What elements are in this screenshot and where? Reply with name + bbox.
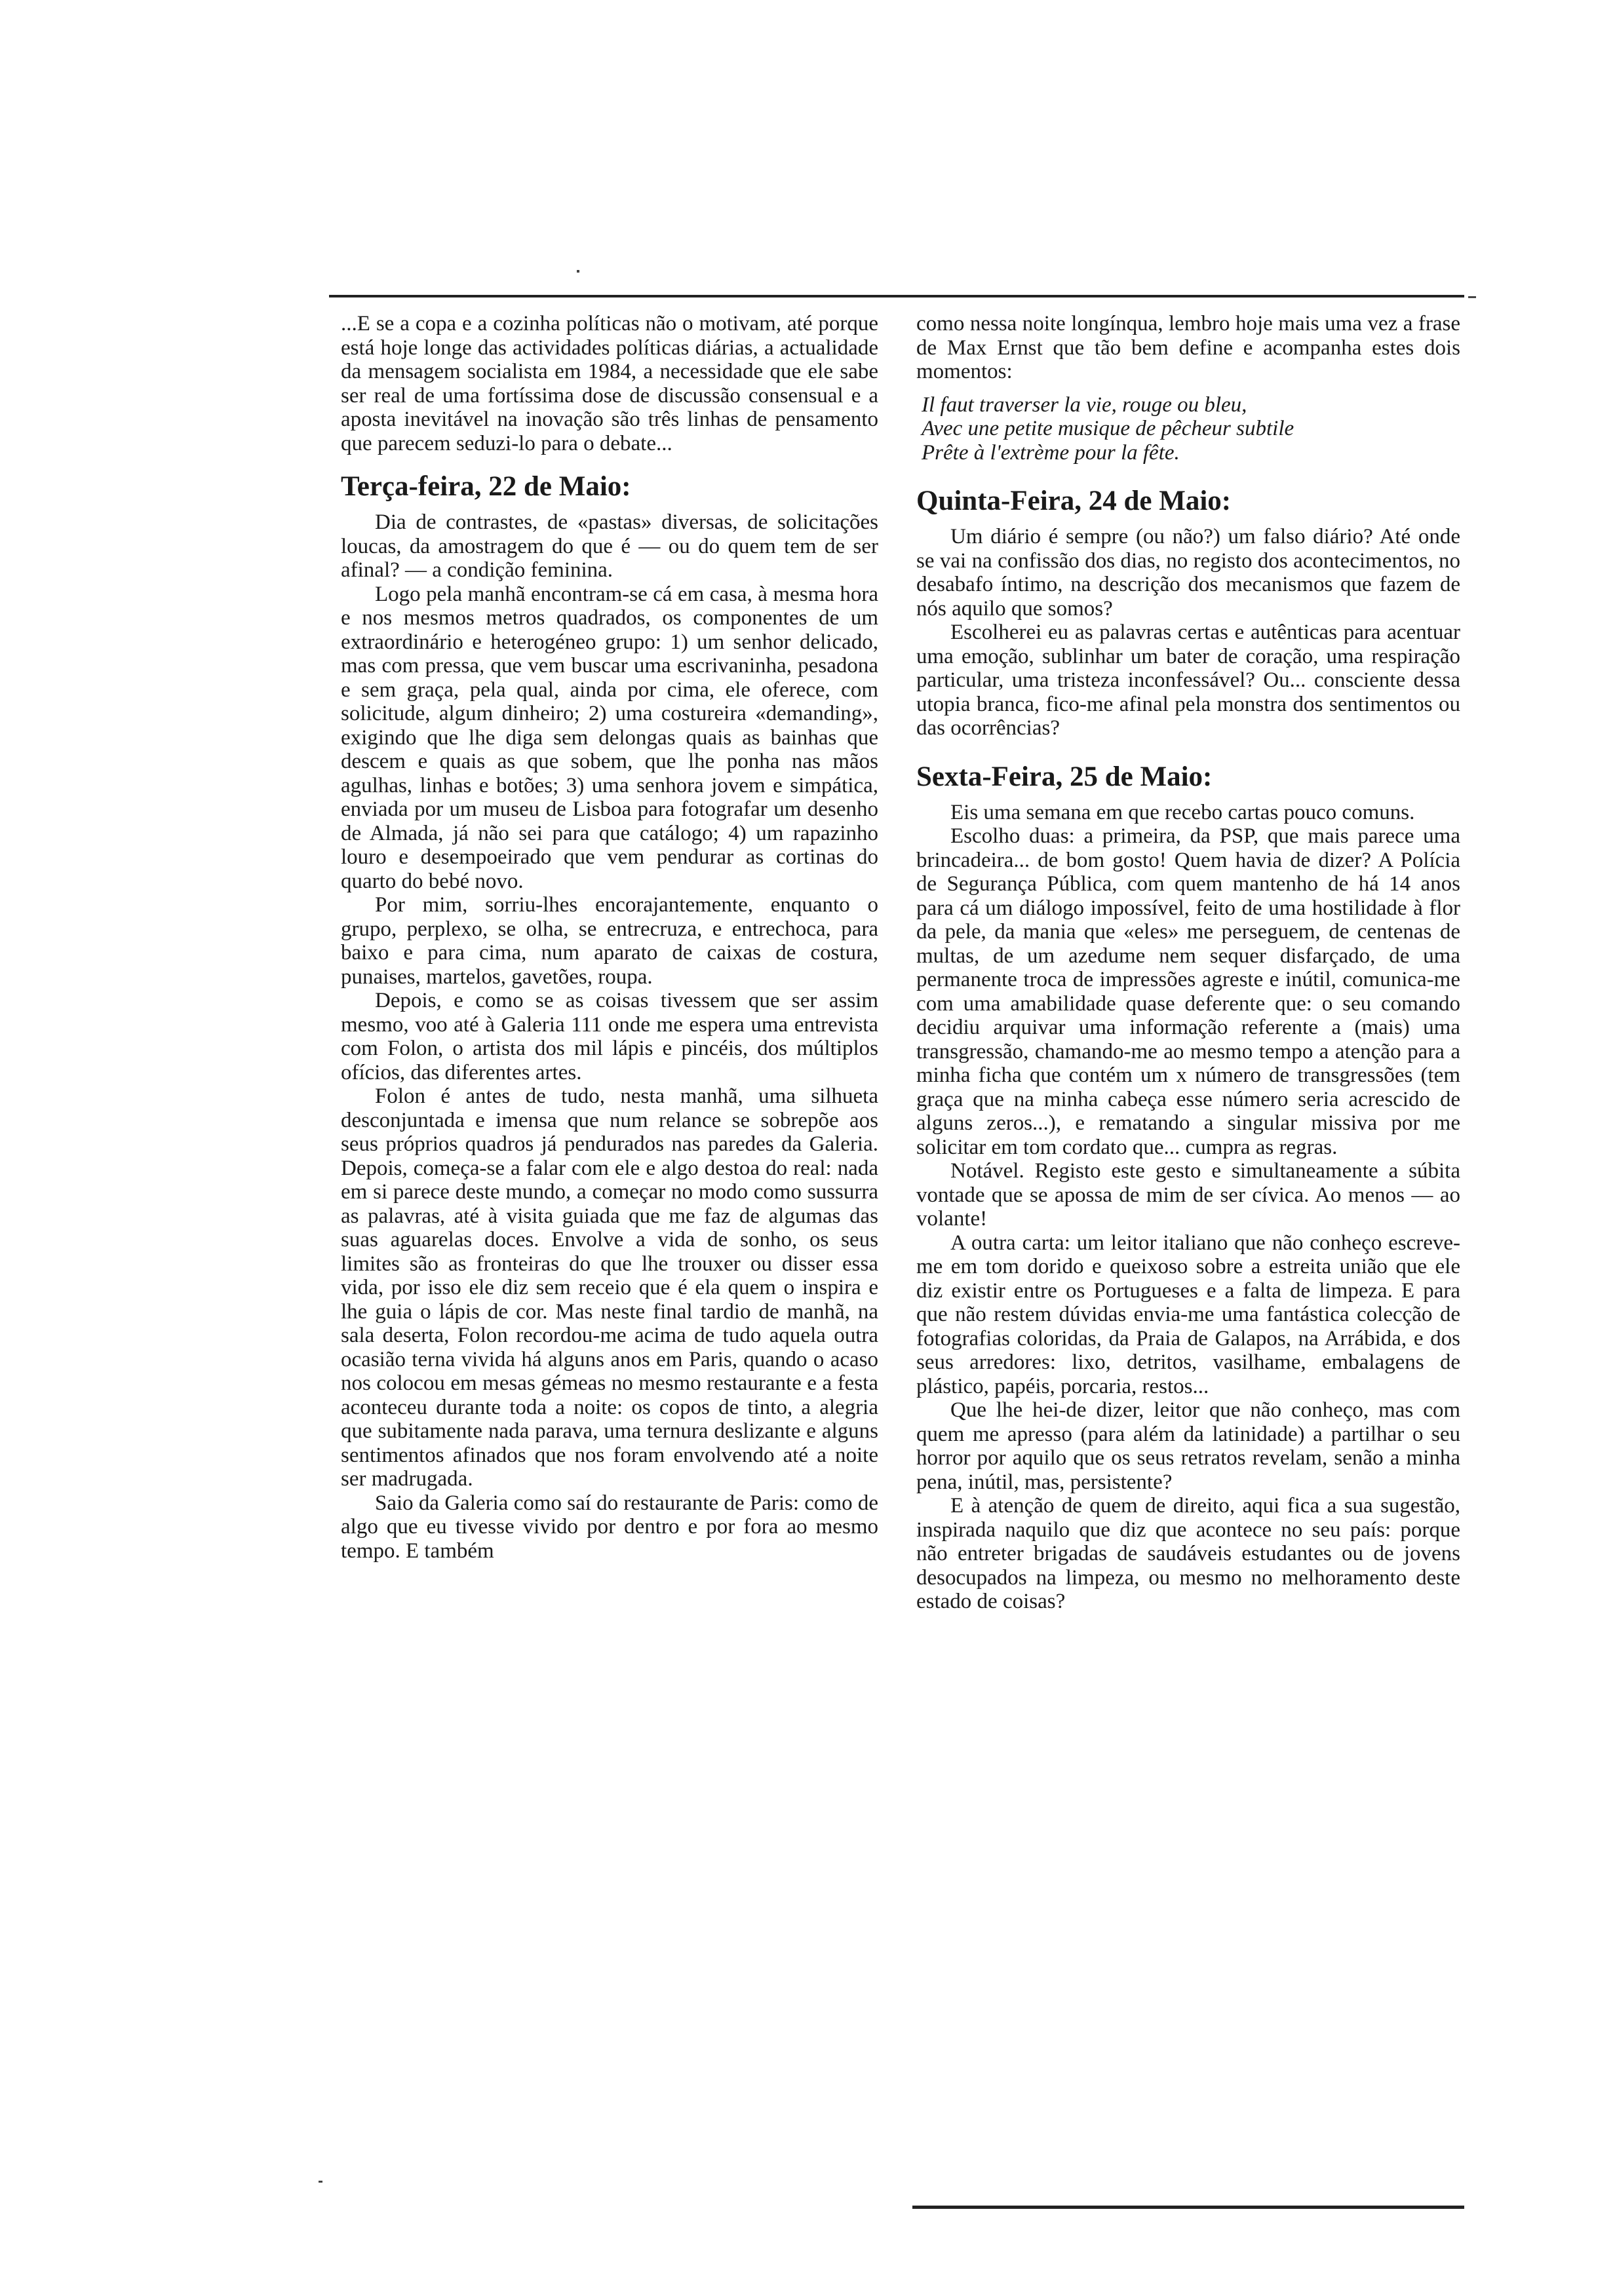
bottom-rule: [912, 2206, 1464, 2209]
quote-line-2: Avec une petite musique de pêcheur subtile: [922, 417, 1294, 440]
heading-friday: Sexta-Feira, 25 de Maio:: [916, 761, 1213, 792]
tuesday-paragraph-6: Saio da Galeria como saí do restaurante de Paris: como de algo que eu tivesse vivido por dentro e por fora ao mesmo tempo. E também: [341, 1491, 878, 1563]
scan-speck: [319, 2181, 322, 2183]
left-column: [341, 312, 878, 2199]
friday-paragraph-4: A outra carta: um leitor italiano que não conheço escreve-me em tom dorido e queixoso sobre a estreita união que ele diz existir entre os Portugueses e a falta de limpeza. E para que não restem dúvidas envia-me uma fantástica colecção de fotografias coloridas, da Praia de Galapos, na Arrábida, e dos seus arredores: lixo, detritos, vasilhame, embalagens de plástico, papéis, porcaria, restos...: [916, 1231, 1460, 1398]
friday-paragraph-3: Notável. Registo este gesto e simultaneamente a súbita vontade que se apossa de mim de ser cívica. Ao menos — ao volante!: [916, 1159, 1460, 1231]
scan-speck: [577, 270, 579, 273]
thursday-paragraph-2: Escolherei eu as palavras certas e autênticas para acentuar uma emoção, sublinhar um bater de coração, uma respiração particular, uma tristeza inconfessável? Ou... consciente dessa utopia branca, fico-me afinal pela monstra dos sentimentos ou das ocorrências?: [916, 621, 1460, 740]
friday-paragraph-5: Que lhe hei-de dizer, leitor que não conheço, mas com quem me apresso (para além da latinidade) a partilhar o seu horror por aquilo que os seus retratos revelam, senão a minha pena, inútil, mas, persistente?: [916, 1398, 1460, 1494]
tuesday-paragraph-5: Folon é antes de tudo, nesta manhã, uma silhueta desconjuntada e imensa que num relance se sobrepõe aos seus próprios quadros já pendurados nas paredes da Galeria. Depois, começa-se a falar com ele e algo destoa do real: nada em si parece deste mundo, a começar no modo como sussurra as palavras, até à visita guiada que me faz de algumas das suas aguarelas doces. Envolve a vida de sonho, os seus limites são as fronteiras do que lhe trouxer ou disser essa vida, por isso ele diz sem receio que é ela quem o inspira e lhe guia o lápis de cor. Mas neste final tardio de manhã, na sala deserta, Folon recordou-me acima de tudo aquela outra ocasião terna vivida há alguns anos em Paris, quando o acaso nos colocou em mesas gémeas no mesmo restaurante e a festa aconteceu durante toda a noite: os copos de tinto, a alegria que subitamente nada parava, uma ternura deslizante e alguns sentimentos afinados que nos foram envolvendo até a noite ser madrugada.: [341, 1084, 878, 1491]
tuesday-paragraph-2: Logo pela manhã encontram-se cá em casa, à mesma hora e nos mesmos metros quadrados, os componentes de um extraordinário e heterogéneo grupo: 1) um senhor delicado, mas com pressa, que vem buscar uma escrivaninha, pesadona e sem graça, pela qual, ainda por cima, ele oferece, com solicitude, algum dinheiro; 2) uma costureira «demanding», exigindo que lhe diga sem delongas quais as bainhas que descem e quais as que sobem, que lhe ponha nas mãos agulhas, linhas e botões; 3) uma senhora jovem e simpática, enviada por um museu de Lisboa para fotografar um desenho de Almada, já não sei para que catálogo; 4) um rapazinho louro e desempoeirado que vem pendurar as cortinas do quarto do bebé novo.: [341, 582, 878, 893]
right-column: [916, 312, 1460, 2199]
heading-thursday: Quinta-Feira, 24 de Maio:: [916, 486, 1232, 516]
max-ernst-quote: [922, 393, 1460, 465]
tuesday-paragraph-1: Dia de contrastes, de «pastas» diversas, de solicitações loucas, da amostragem do que é — ou do quem tem de ser afinal? — a condição feminina.: [341, 510, 878, 582]
heading-tuesday: Terça-feira, 22 de Maio:: [341, 471, 631, 502]
quote-line-3: Prête à l'extrème pour la fête.: [922, 440, 1180, 465]
top-rule: [329, 295, 1464, 297]
scan-speck: [1468, 296, 1476, 298]
quote-line-1: Il faut traverser la vie, rouge ou bleu,: [922, 392, 1247, 417]
friday-paragraph-2: Escolho duas: a primeira, da PSP, que mais parece uma brincadeira... de bom gosto! Quem havia de dizer? A Polícia de Segurança Pública, com quem mantenho de há 14 anos para cá um diálogo impossível, feito de uma hostilidade à flor da pele, da mania que «eles» me perseguem, de centenas de multas, de um azedume nem sequer disfarçado, de uma permanente troca de impressões agreste e inútil, comunica-me com uma amabilidade quase deferente que: o seu comando decidiu arquivar uma informação referente a (mais) uma transgressão, chamando-me ao mesmo tempo a atenção para a minha ficha que contém um x número de transgressões (tem graça que na minha cabeça esse número seria acrescido de alguns zeros...), e rematando a singular missiva por me solicitar em tom cordato que... cumpra as regras.: [916, 824, 1460, 1159]
thursday-paragraph-1: Um diário é sempre (ou não?) um falso diário? Até onde se vai na confissão dos dias, no registo dos acontecimentos, no desabafo íntimo, na descrição dos mecanismos que fazem de nós aquilo que somos?: [916, 525, 1460, 621]
tuesday-paragraph-4: Depois, e como se as coisas tivessem que ser assim mesmo, voo até à Galeria 111 onde me espera uma entrevista com Folon, o artista dos mil lápis e pincéis, dos múltiplos ofícios, das diferentes artes.: [341, 989, 878, 1084]
friday-paragraph-1: Eis uma semana em que recebo cartas pouco comuns.: [950, 800, 1415, 824]
friday-paragraph-6: E à atenção de quem de direito, aqui fica a sua sugestão, inspirada naquilo que diz que acontece no seu país: porque não entreter brigadas de saudáveis estudantes ou de jovens desocupados na limpeza, ou mesmo no melhoramento deste estado de coisas?: [916, 1494, 1460, 1613]
continuation-paragraph: como nessa noite longínqua, lembro hoje mais uma vez a frase de Max Ernst que tão bem define e acompanha estes dois momentos:: [916, 312, 1460, 383]
intro-paragraph: ...E se a copa e a cozinha políticas não o motivam, até porque está hoje longe das actividades políticas diárias, a actualidade da mensagem socialista em 1984, a necessidade que ele sabe ser real de uma fortíssima dose de discussão consensual e a aposta inevitável na inovação são três linhas de pensamento que parecem seduzi-lo para o debate...: [341, 312, 878, 455]
tuesday-paragraph-3: Por mim, sorriu-lhes encorajantemente, enquanto o grupo, perplexo, se olha, se entrecruza, e entrechoca, para baixo e para cima, num aparato de caixas de costura, punaises, martelos, gavetões, roupa.: [341, 893, 878, 989]
